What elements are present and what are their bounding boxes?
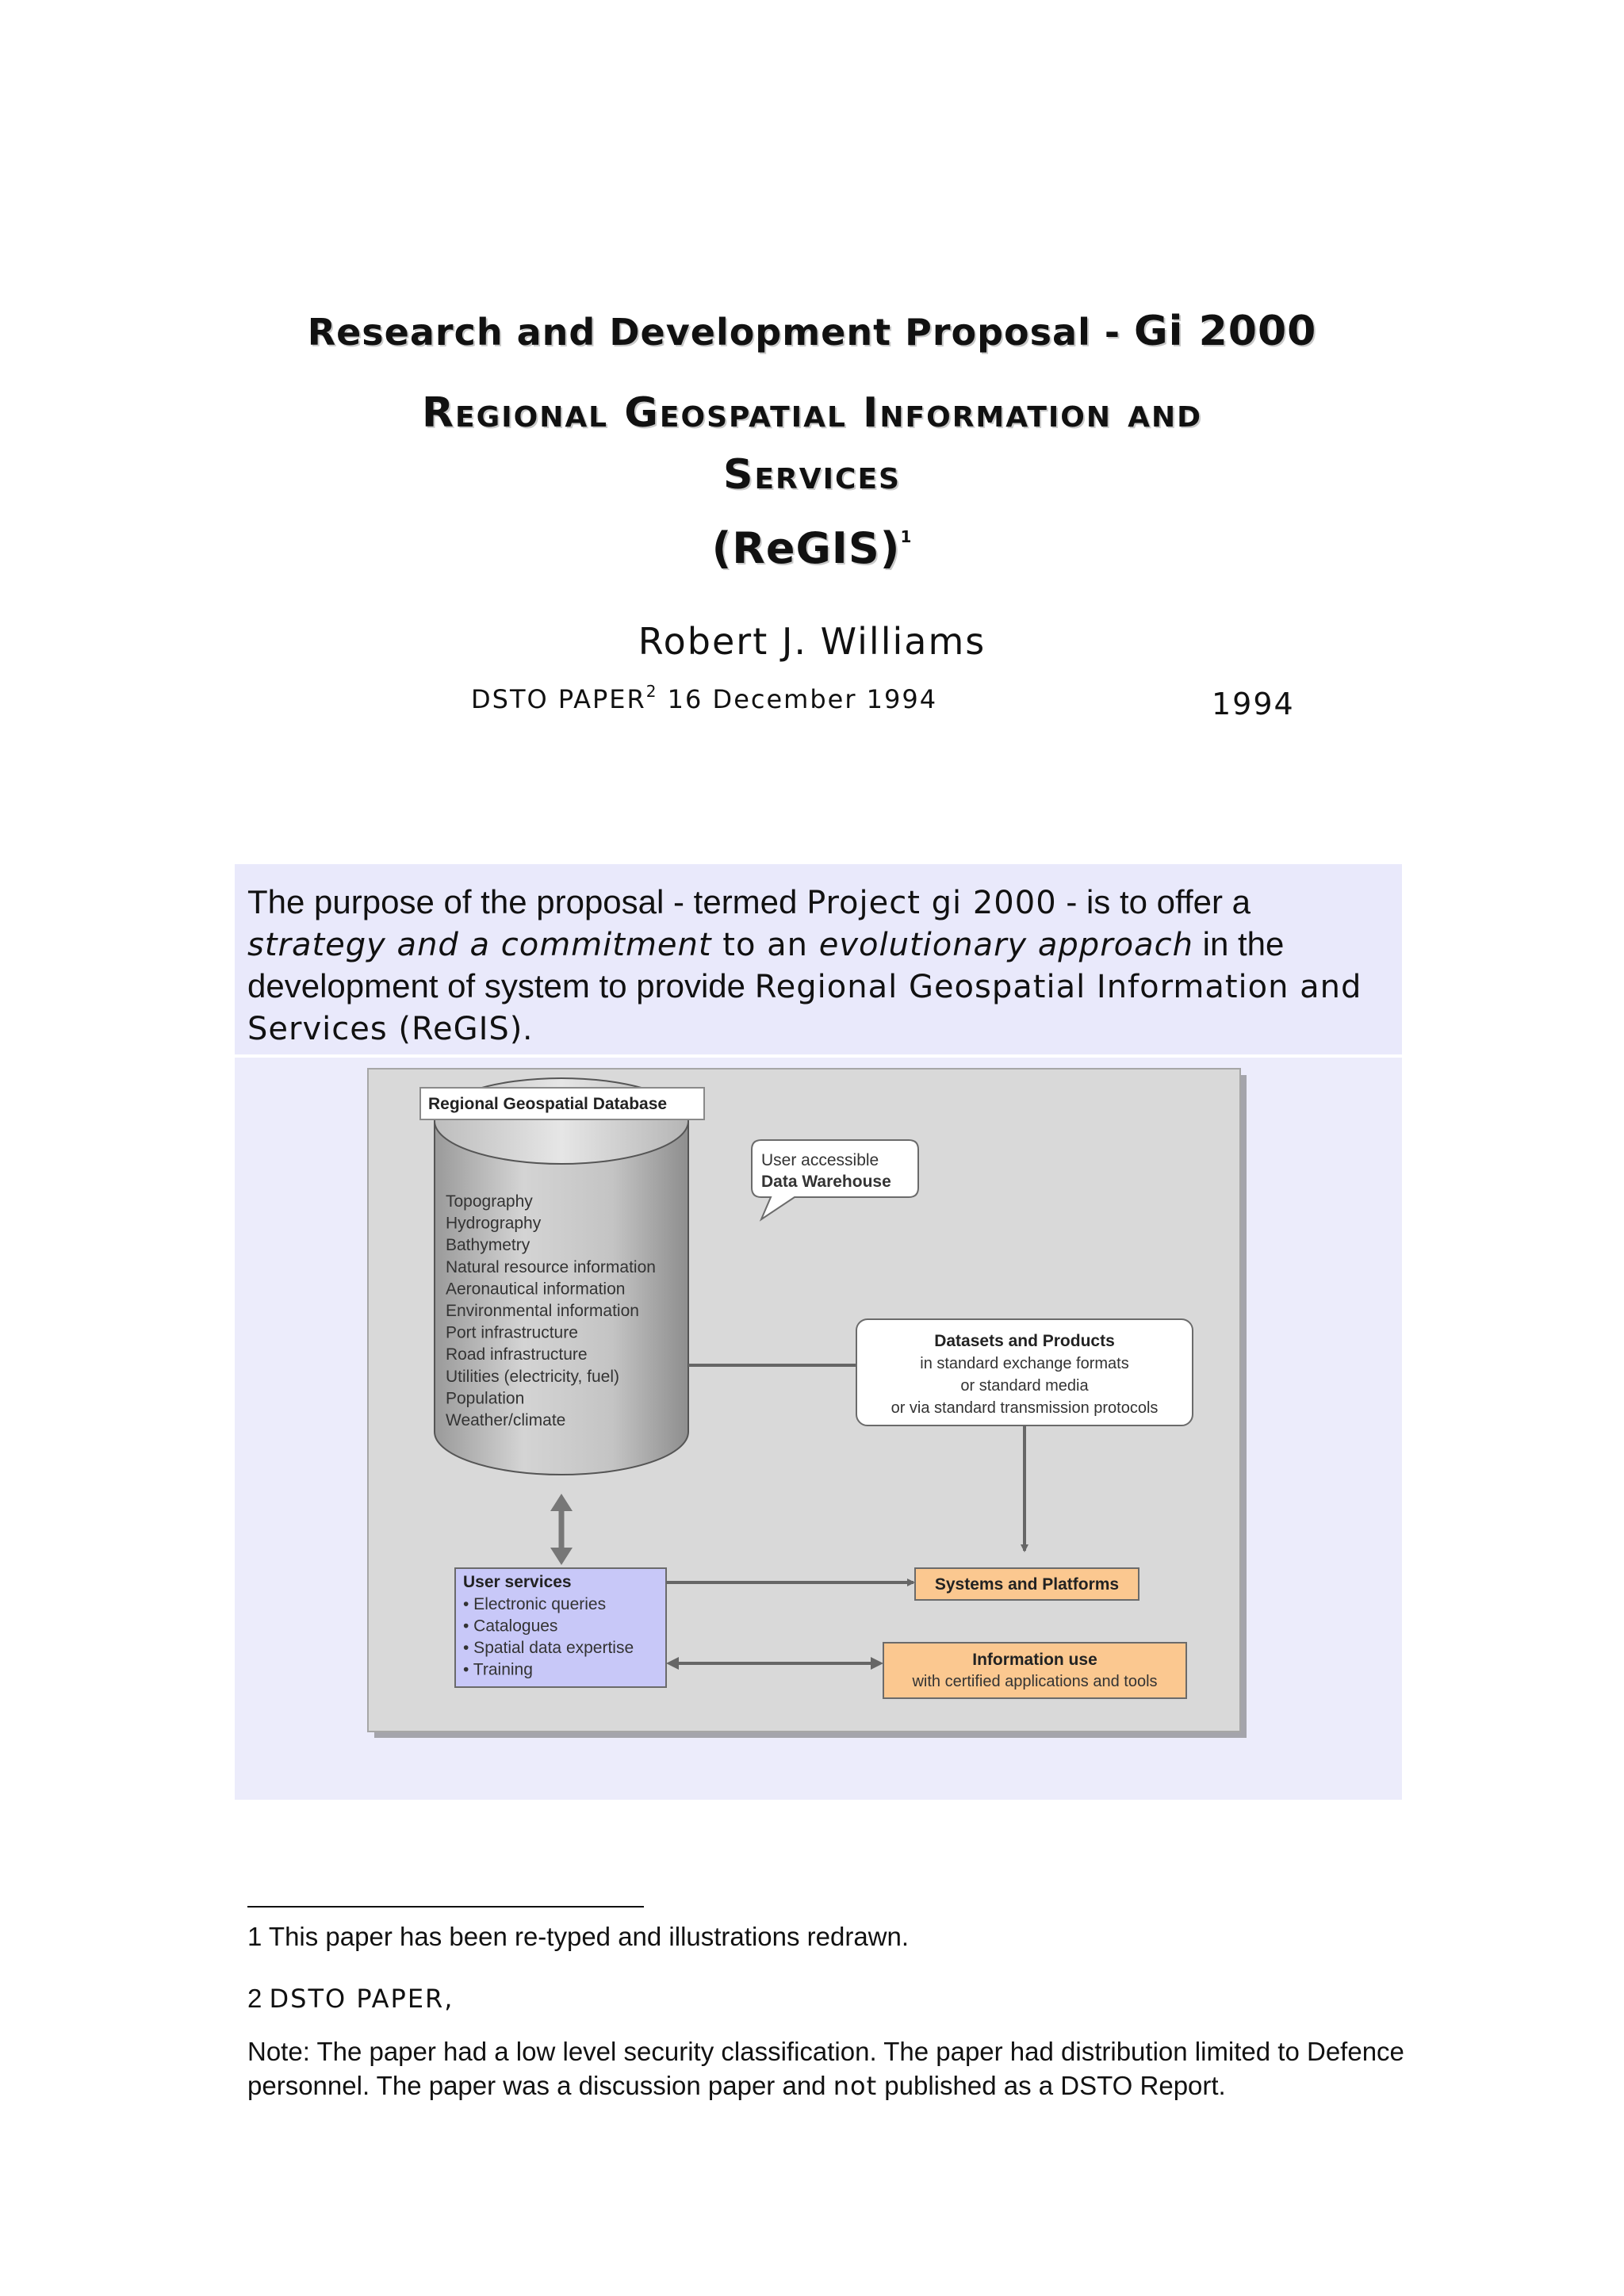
purpose-t3: - is to offer a xyxy=(1056,883,1251,920)
paper-date: 16 December 1994 xyxy=(657,684,938,714)
purpose-strategy: strategy and a commitment xyxy=(247,927,712,963)
user-services-item: • Catalogues xyxy=(463,1617,558,1636)
user-services-title: User services xyxy=(463,1573,572,1591)
purpose-project: Project gi 2000 xyxy=(806,885,1057,921)
datasets-line: or standard media xyxy=(960,1377,1089,1395)
information-use-sub: with certified applications and tools xyxy=(912,1673,1158,1690)
note-text-b: published as a DSTO Report. xyxy=(877,2071,1226,2100)
note-text-a: Note: The paper had a low level security classification. The paper had distribution limited to Defence personnel. The paper was a discussion paper and xyxy=(247,2037,1404,2100)
user-services-item: • Training xyxy=(463,1660,533,1679)
year-right: 1994 xyxy=(1212,687,1295,721)
datasets-line: in standard exchange formats xyxy=(920,1355,1129,1372)
title-regional-line: Regional Geospatial Information and xyxy=(422,389,1202,437)
footnote-2-text: DSTO PAPER, xyxy=(269,1984,454,2014)
database-item: Population xyxy=(446,1389,525,1408)
datasets-line: or via standard transmission protocols xyxy=(891,1399,1159,1417)
purpose-regis: Regional Geospatial Information and Services (ReGIS) xyxy=(247,969,1362,1047)
purpose-evolutionary: evolutionary approach xyxy=(818,927,1193,963)
footnote-mark-1: 1 xyxy=(900,527,913,546)
author-name: Robert J. Williams xyxy=(638,620,986,663)
datasets-title: Datasets and Products xyxy=(934,1332,1115,1350)
user-services-item: • Electronic queries xyxy=(463,1595,607,1613)
database-item: Hydrography xyxy=(446,1214,542,1233)
title-prefix: Research and Development Proposal - xyxy=(307,311,1134,354)
title-line-1 xyxy=(0,308,1624,355)
title-gi: Gi 2000 xyxy=(1133,308,1317,355)
footnote-2 xyxy=(247,1984,454,2014)
title-line-2 xyxy=(0,382,1624,506)
database-item: Natural resource information xyxy=(446,1257,656,1276)
database-label: Regional Geospatial Database xyxy=(428,1095,668,1113)
title-acronym xyxy=(0,523,1624,573)
footnote-rule xyxy=(247,1906,644,1908)
database-item: Road infrastructure xyxy=(446,1345,588,1364)
user-services-item: • Spatial data expertise xyxy=(463,1639,634,1657)
purpose-t7: in the development of system to provide xyxy=(247,925,1285,1004)
note-not: not xyxy=(833,2071,878,2101)
database-item: Environmental information xyxy=(446,1302,639,1320)
callout-line-2: Data Warehouse xyxy=(761,1173,891,1191)
purpose-t1: The purpose of the proposal - termed xyxy=(247,883,807,920)
systems-platforms-label: Systems and Platforms xyxy=(934,1575,1120,1594)
database-item: Topography xyxy=(446,1192,533,1211)
paper-line xyxy=(471,682,937,714)
database-item: Port infrastructure xyxy=(446,1323,578,1342)
database-item: Aeronautical information xyxy=(446,1280,626,1299)
callout-line-1: User accessible xyxy=(761,1151,879,1169)
title-services-line: Services xyxy=(723,451,901,499)
footnote-note xyxy=(247,2034,1421,2103)
database-item: Utilities (electricity, fuel) xyxy=(446,1367,619,1386)
purpose-t5: to an xyxy=(711,927,819,963)
purpose-t9: . xyxy=(523,1009,533,1047)
footnote-2-number: 2 xyxy=(247,1984,270,2013)
footnote-mark-2: 2 xyxy=(645,682,658,701)
title-regis: (ReGIS) xyxy=(711,523,901,573)
database-item: Bathymetry xyxy=(446,1236,530,1255)
regis-diagram xyxy=(366,1067,1251,1743)
paper-label: DSTO PAPER xyxy=(471,684,646,714)
database-item: Weather/climate xyxy=(446,1411,566,1429)
purpose-text xyxy=(247,882,1397,1050)
information-use-title: Information use xyxy=(972,1651,1097,1669)
footnote-1: 1 This paper has been re-typed and illustrations redrawn. xyxy=(247,1922,910,1951)
